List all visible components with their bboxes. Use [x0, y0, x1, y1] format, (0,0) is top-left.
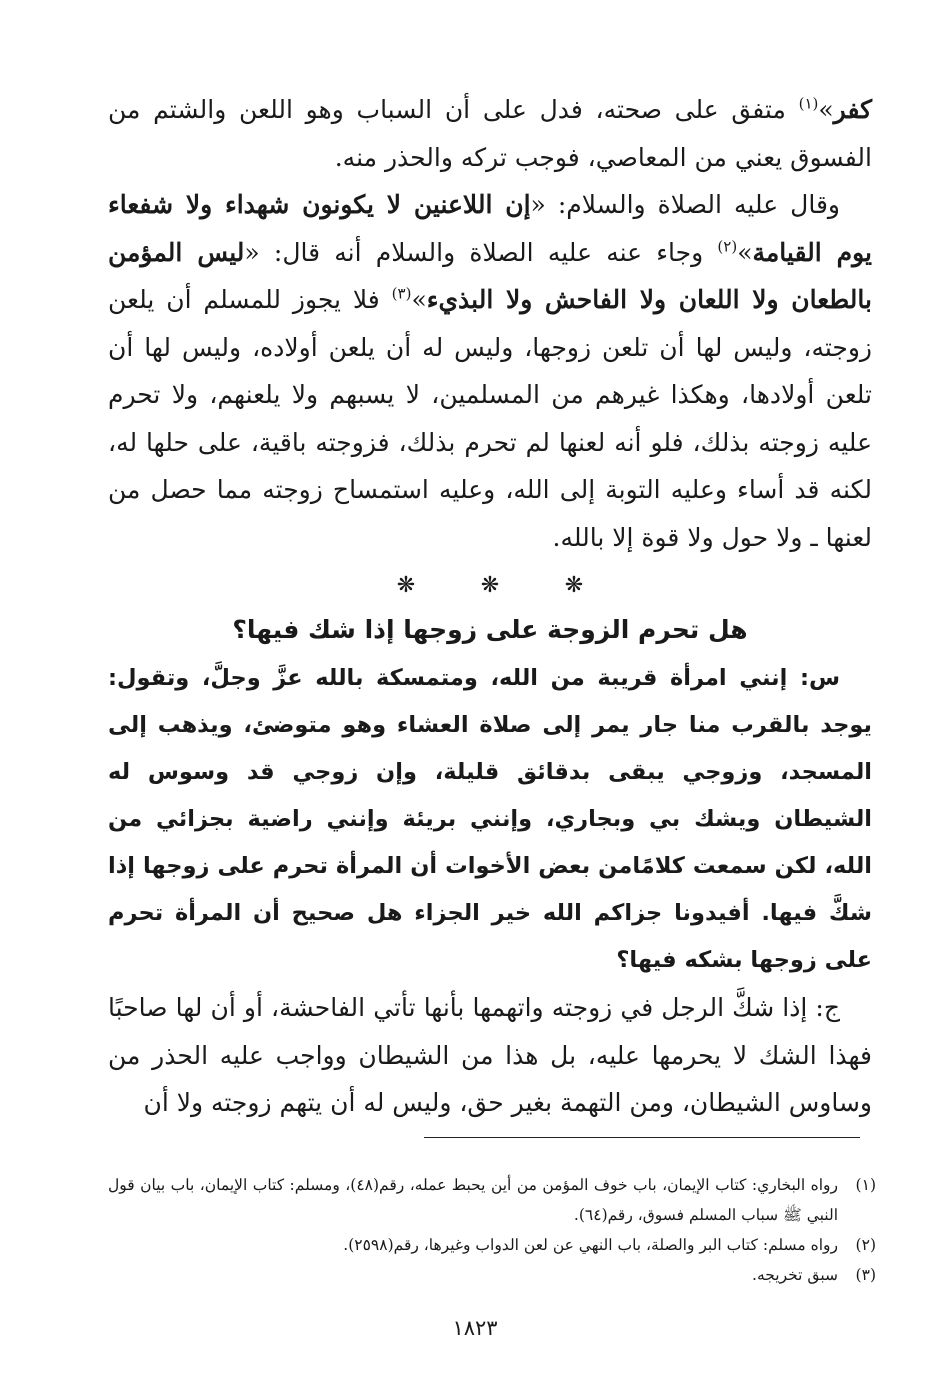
paragraph-2-rest: فلا يجوز للمسلم أن يلعن زوجته، وليس لها أن تلعن زوجها، وليس له أن يلعن أولاده، وليس لها أن تلعن أولادها، وهكذا غيرهم من المسلمين، لا يسبهم ولا يلعنهم، ولا تحرم عليه زوجته بذلك، فلو أنه لعنها لم تحرم بذلك، فزوجته باقية، على حلها له، لكنه قد أساء وعليه التوبة إلى الله، وعليه استمساح زوجته مما حصل من لعنها ـ ولا حول ولا قوة إلا بالله.: [108, 285, 872, 552]
footnote-number: (٢): [855, 1236, 876, 1254]
paragraph-1: [108, 86, 872, 181]
footnote-text: سبق تخريجه.: [752, 1266, 838, 1284]
footnote-item: [108, 1260, 876, 1290]
question-text: س: إنني امرأة قريبة من الله، ومتمسكة بالله عزَّ وجلَّ، وتقول: يوجد بالقرب منا جار يمر إلى صلاة العشاء وهو متوضئ، ويذهب إلى المسجد، وزوجي يبقى بدقائق قليلة، وإن زوجي قد وسوس له الشيطان ويشك بي وبجاري، وإنني بريئة وإنني راضية بجزائي من الله، لكن سمعت كلامًامن بعض الأخوات أن المرأة تحرم على زوجها إذا شكَّ فيها. أفيدونا جزاكم الله خير الجزاء هل صحيح أن المرأة تحرم على زوجها بشكه فيها؟: [108, 665, 872, 973]
page-number: ١٨٢٣: [452, 1316, 498, 1340]
footnote-number: (١): [855, 1176, 876, 1194]
footnote-ref-1[interactable]: (١): [798, 94, 819, 113]
quote-close-mark: »: [737, 237, 753, 267]
footnote-ref-2[interactable]: (٢): [717, 237, 738, 256]
footnotes: [108, 1170, 876, 1290]
paragraph-2-mid: وجاء عنه عليه الصلاة والسلام أنه قال: «: [244, 237, 718, 267]
footnote-text: رواه البخاري: كتاب الإيمان، باب خوف المؤمن من أين يحبط عمله، رقم(٤٨)، ومسلم: كتاب الإيمان، باب بيان قول النبي ﷺ سباب المسلم فسوق، رقم(٦٤).: [108, 1176, 839, 1224]
quote-end-word: كفر: [833, 95, 872, 124]
star-ornament-icon: ❋: [396, 573, 416, 598]
answer-text: ج: إذا شكَّ الرجل في زوجته واتهمها بأنها تأتي الفاحشة، أو أن لها صاحبًا فهذا الشك لا يحرمها عليه، بل هذا من الشيطان وواجب عليه الحذر من وساوس الشيطان، ومن التهمة بغير حق، وليس له أن يتهم زوجته ولا أن: [108, 993, 872, 1117]
quote-close-mark: »: [818, 95, 834, 124]
footnote-ref-3[interactable]: (٣): [391, 284, 412, 303]
paragraph-1-text: متفق على صحته، فدل على أن السباب وهو اللعن والشتم من الفسوق يعني من المعاصي، فوجب تركه والحذر منه.: [108, 95, 872, 172]
footnote-divider: [424, 1137, 860, 1138]
star-ornament-icon: ❋: [564, 573, 584, 598]
hadith-quote-1: إن اللاعنين لا يكونون شهداء ولا شفعاء يوم القيامة: [108, 190, 872, 267]
footnote-item: [108, 1230, 876, 1260]
quote-close-mark: »: [411, 285, 427, 314]
page-body: [108, 86, 872, 1127]
hadith-quote-2: ليس المؤمن بالطعان ولا اللعان ولا الفاحش ولا البذيء: [108, 237, 872, 314]
section-heading: هل تحرم الزوجة على زوجها إذا شك فيها؟: [232, 615, 748, 644]
paragraph-2: [108, 181, 872, 561]
paragraph-2-intro: وقال عليه الصلاة والسلام: «: [530, 190, 840, 219]
footnote-text: رواه مسلم: كتاب البر والصلة، باب النهي عن لعن الدواب وغيرها، رقم(٢٥٩٨).: [343, 1236, 838, 1254]
star-ornament-icon: ❋: [480, 573, 500, 598]
section-separator: [108, 565, 872, 607]
footnote-item: [108, 1170, 876, 1230]
footnote-number: (٣): [855, 1266, 876, 1284]
